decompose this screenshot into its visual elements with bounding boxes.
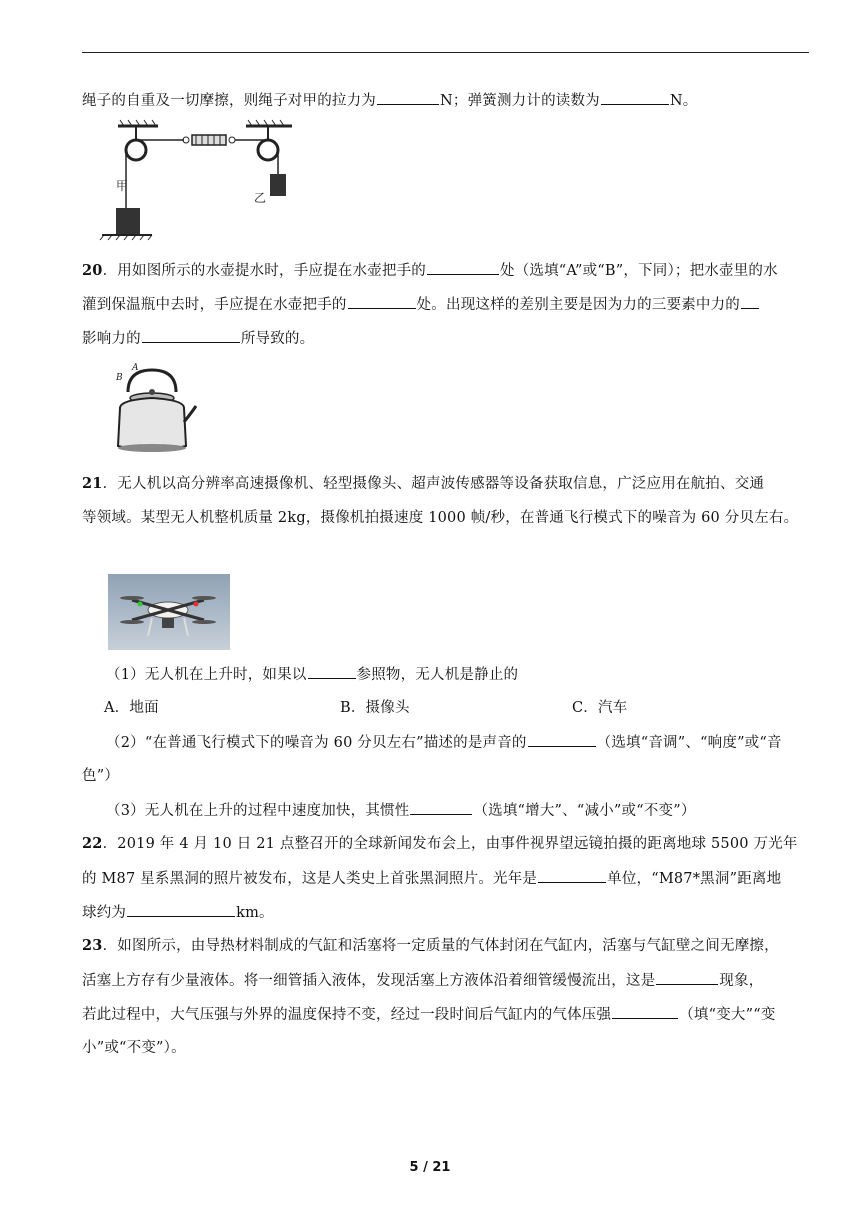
- q21-sub2-cont: [82, 766, 119, 786]
- q19-text-1: 绳子的自重及一切摩擦，则绳子对甲的拉力为: [82, 93, 376, 109]
- label-a: A: [132, 363, 139, 373]
- question-number: 21: [82, 475, 103, 492]
- kettle-figure: [106, 362, 198, 458]
- q23-text: ．如图所示，由导热材料制成的气缸和活塞将一定质量的气体封闭在气缸内，活塞与气缸壁之间无摩擦，: [102, 938, 779, 954]
- block-yi-icon: [270, 174, 286, 196]
- q23-line-4: [82, 1038, 186, 1058]
- answer-blank[interactable]: [656, 970, 718, 985]
- answer-blank[interactable]: [410, 800, 472, 815]
- q22-line-1: [82, 834, 798, 854]
- right-pulley-icon: [258, 140, 278, 160]
- q21-sub-text: 色”）: [82, 768, 120, 784]
- page-number: 5 / 21: [409, 1160, 451, 1175]
- q21-text: ．无人机以高分辨率高速摄像机、轻型摄像头、超声波传感器等设备获取信息，广泛应用在航拍、交通: [102, 476, 765, 492]
- option-b[interactable]: B．摄像头: [340, 700, 410, 716]
- answer-blank[interactable]: [308, 664, 356, 679]
- q21-line-1: [82, 474, 764, 494]
- q23-text: 小”或“不变”）。: [82, 1040, 186, 1056]
- q21-sub3: [106, 800, 696, 821]
- drone-photo: [108, 574, 230, 650]
- q20-line-2: [82, 294, 760, 315]
- q20-line-1: [82, 260, 778, 281]
- q20-text: 影响力的: [82, 331, 141, 347]
- q21-sub2: [106, 732, 782, 753]
- q21-text: 等领域。某型无人机整机质量 2kg，摄像机拍摄速度 1000 帧/秒，在普通飞行模式下的噪音为 60 分贝左右。: [82, 510, 799, 526]
- q21-sub-text: 参照物，无人机是静止的: [356, 667, 519, 683]
- q22-text: ．2019 年 4 月 10 日 21 点整召开的全球新闻发布会上，由事件视界望远镜拍摄的距离地球 5500 万光年: [102, 836, 798, 852]
- q21-sub1: [106, 664, 518, 685]
- q22-text: 球约为: [82, 905, 127, 921]
- option-a[interactable]: A．地面: [104, 700, 159, 716]
- q19-text-3: N。: [669, 93, 698, 109]
- answer-blank[interactable]: [127, 902, 235, 917]
- q21-sub-text: （选填“音调”、“响度”或“音: [596, 735, 782, 751]
- answer-blank[interactable]: [528, 732, 596, 747]
- q23-line-3: [82, 1004, 776, 1025]
- q23-text: 若此过程中，大气压强与外界的温度保持不变，经过一段时间后气缸内的气体压强: [82, 1007, 612, 1023]
- header-rule: [82, 52, 809, 53]
- q22-text: 的 M87 星系黑洞的照片被发布，这是人类史上首张黑洞照片。光年是: [82, 871, 538, 887]
- q20-text: ．用如图所示的水壶提水时，手应提在水壶把手的: [102, 263, 426, 279]
- q20-text: 处（选填“A”或“B”，下同）；把水壶里的水: [500, 263, 778, 279]
- q21-sub-text: （选填“增大”、“减小”或“不变”）: [473, 803, 696, 819]
- question-number: 22: [82, 835, 103, 852]
- pulley-spring-figure: [96, 118, 296, 244]
- answer-blank[interactable]: [427, 260, 499, 275]
- answer-blank[interactable]: [142, 328, 240, 343]
- q22-text: 单位，“M87*黑洞”距离地: [607, 871, 782, 887]
- answer-blank[interactable]: [377, 90, 439, 105]
- answer-blank[interactable]: [741, 294, 759, 309]
- q21-sub-text: （1）无人机在上升时，如果以: [106, 667, 307, 683]
- block-jia-icon: [116, 208, 140, 234]
- q23-text: 现象，: [719, 973, 764, 989]
- label-jia: 甲: [116, 179, 129, 193]
- kettle-handle-icon: [128, 370, 176, 392]
- q21-sub-text: （2）“在普通飞行模式下的噪音为 60 分贝左右”描述的是声音的: [106, 735, 527, 751]
- q23-line-2: [82, 970, 763, 991]
- q23-text: 活塞上方存有少量液体。将一细管插入液体，发现活塞上方液体沿着细管缓慢流出，这是: [82, 973, 656, 989]
- q20-line-3: [82, 328, 314, 349]
- q23-text: （填“变大”“变: [679, 1007, 776, 1023]
- spring-scale-icon: [192, 135, 226, 145]
- q20-text: 灌到保温瓶中去时，手应提在水壶把手的: [82, 297, 347, 313]
- q19-text-line: [82, 90, 697, 111]
- kettle-spout-icon: [184, 406, 196, 422]
- q20-text: 处。出现这样的差别主要是因为力的三要素中力的: [416, 297, 741, 313]
- label-yi: 乙: [254, 191, 267, 205]
- kettle-body-icon: [118, 398, 186, 450]
- q21-options: [104, 698, 627, 718]
- question-number: 23: [82, 937, 103, 954]
- label-b: B: [116, 373, 123, 383]
- answer-blank[interactable]: [612, 1004, 678, 1019]
- answer-blank[interactable]: [348, 294, 416, 309]
- option-c[interactable]: C．汽车: [572, 700, 628, 716]
- answer-blank[interactable]: [601, 90, 669, 105]
- q19-text-2: N；弹簧测力计的读数为: [440, 93, 600, 109]
- answer-blank[interactable]: [538, 868, 606, 883]
- q21-line-2: [82, 508, 798, 528]
- q21-sub-text: （3）无人机在上升的过程中速度加快，其惯性: [106, 803, 410, 819]
- left-pulley-icon: [126, 140, 146, 160]
- q22-line-2: [82, 868, 781, 889]
- q22-line-3: [82, 902, 274, 923]
- q22-text: km。: [236, 905, 274, 921]
- q20-text: 所导致的。: [240, 331, 315, 347]
- question-number: 20: [82, 262, 103, 279]
- q23-line-1: [82, 936, 779, 956]
